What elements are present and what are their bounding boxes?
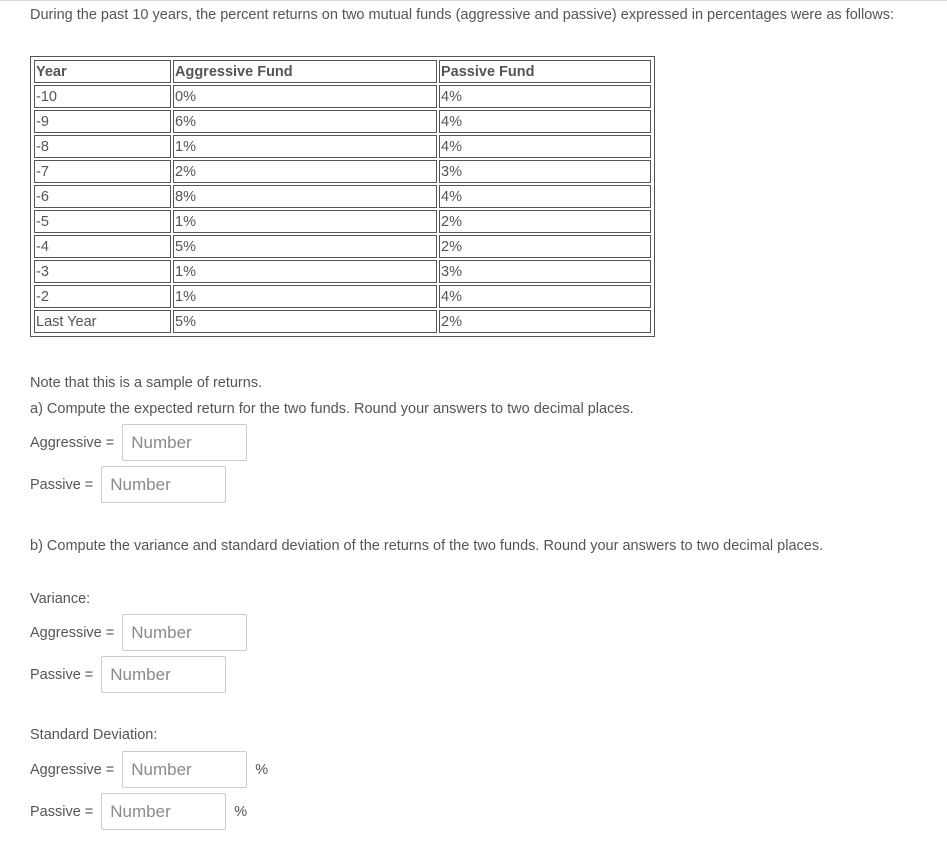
variance-aggressive-input[interactable] bbox=[122, 614, 247, 651]
year-cell: -9 bbox=[34, 110, 171, 133]
sample-note: Note that this is a sample of returns. bbox=[30, 375, 263, 391]
std-aggressive-label: Aggressive = bbox=[30, 761, 115, 778]
passive-cell: 3% bbox=[439, 260, 651, 283]
std-passive-input[interactable] bbox=[101, 793, 226, 830]
year-cell: -7 bbox=[34, 160, 171, 183]
aggressive-cell: 5% bbox=[173, 235, 437, 258]
std-passive-row bbox=[30, 793, 247, 830]
table-row bbox=[34, 210, 651, 233]
table-row bbox=[34, 110, 651, 133]
passive-cell: 4% bbox=[439, 185, 651, 208]
aggressive-cell: 0% bbox=[173, 85, 437, 108]
column-header-aggressive: Aggressive Fund bbox=[173, 60, 437, 83]
passive-cell: 2% bbox=[439, 310, 651, 333]
passive-cell: 2% bbox=[439, 235, 651, 258]
table-row bbox=[34, 260, 651, 283]
passive-cell: 4% bbox=[439, 110, 651, 133]
column-header-passive: Passive Fund bbox=[439, 60, 651, 83]
aggressive-cell: 2% bbox=[173, 160, 437, 183]
table-row bbox=[34, 310, 651, 333]
expected-return-aggressive-label: Aggressive = bbox=[30, 434, 115, 451]
expected-return-passive-input[interactable] bbox=[101, 466, 226, 503]
year-cell: Last Year bbox=[34, 310, 171, 333]
part-a-prompt: a) Compute the expected return for the two funds. Round your answers to two decimal places. bbox=[30, 401, 634, 417]
question-intro: During the past 10 years, the percent returns on two mutual funds (aggressive and passive) expressed in percentages were as follows: bbox=[30, 7, 895, 23]
variance-aggressive-row bbox=[30, 614, 247, 651]
table-row bbox=[34, 135, 651, 158]
year-cell: -10 bbox=[34, 85, 171, 108]
table-row bbox=[34, 185, 651, 208]
aggressive-cell: 1% bbox=[173, 210, 437, 233]
table-row bbox=[34, 160, 651, 183]
aggressive-cell: 5% bbox=[173, 310, 437, 333]
year-cell: -4 bbox=[34, 235, 171, 258]
aggressive-cell: 6% bbox=[173, 110, 437, 133]
aggressive-cell: 1% bbox=[173, 285, 437, 308]
part-b-prompt: b) Compute the variance and standard deviation of the returns of the two funds. Round your answers to two decimal places. bbox=[30, 538, 824, 554]
std-deviation-heading: Standard Deviation: bbox=[30, 727, 158, 743]
passive-cell: 3% bbox=[439, 160, 651, 183]
aggressive-cell: 1% bbox=[173, 135, 437, 158]
std-aggressive-input[interactable] bbox=[122, 751, 247, 788]
passive-cell: 4% bbox=[439, 85, 651, 108]
table-row bbox=[34, 235, 651, 258]
expected-return-passive-label: Passive = bbox=[30, 476, 94, 493]
passive-cell: 2% bbox=[439, 210, 651, 233]
std-passive-label: Passive = bbox=[30, 803, 94, 820]
variance-passive-label: Passive = bbox=[30, 666, 94, 683]
table-row bbox=[34, 285, 651, 308]
expected-return-aggressive-row bbox=[30, 424, 247, 461]
variance-passive-input[interactable] bbox=[101, 656, 226, 693]
column-header-year: Year bbox=[34, 60, 171, 83]
expected-return-aggressive-input[interactable] bbox=[122, 424, 247, 461]
passive-cell: 4% bbox=[439, 135, 651, 158]
aggressive-cell: 1% bbox=[173, 260, 437, 283]
variance-heading: Variance: bbox=[30, 591, 91, 607]
std-passive-percent-unit: % bbox=[234, 803, 248, 820]
table-header-row bbox=[34, 60, 651, 83]
returns-table bbox=[30, 56, 655, 337]
top-divider bbox=[0, 0, 947, 1]
aggressive-cell: 8% bbox=[173, 185, 437, 208]
expected-return-passive-row bbox=[30, 466, 226, 503]
passive-cell: 4% bbox=[439, 285, 651, 308]
year-cell: -6 bbox=[34, 185, 171, 208]
year-cell: -5 bbox=[34, 210, 171, 233]
std-aggressive-row bbox=[30, 751, 268, 788]
year-cell: -2 bbox=[34, 285, 171, 308]
table-row bbox=[34, 85, 651, 108]
year-cell: -3 bbox=[34, 260, 171, 283]
variance-passive-row bbox=[30, 656, 226, 693]
year-cell: -8 bbox=[34, 135, 171, 158]
variance-aggressive-label: Aggressive = bbox=[30, 624, 115, 641]
std-aggressive-percent-unit: % bbox=[255, 761, 269, 778]
